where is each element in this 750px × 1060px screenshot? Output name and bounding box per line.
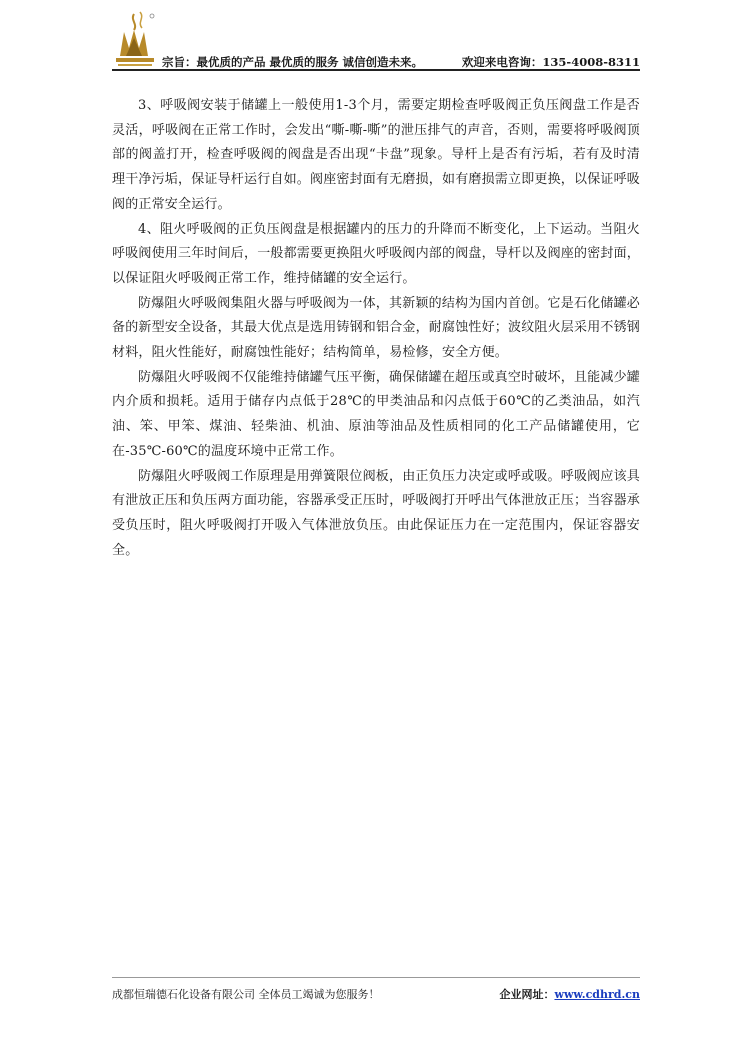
paragraph-working-principle: 防爆阻火呼吸阀工作原理是用弹簧限位阀板，由正负压力决定或呼或吸。呼吸阀应该具有泄放正压和负压两方面功能，容器承受正压时，呼吸阀打开呼出气体泄放正压；当容器承受负压时，阻火呼吸阀打开吸入气体泄放负压。由此保证压力在一定范围内，保证容器安全。 xyxy=(112,468,641,558)
paragraph-application: 防爆阻火呼吸阀不仅能维持储罐气压平衡，确保储罐在超压或真空时破坏，且能减少罐内介质和损耗。适用于储存内点低于28℃的甲类油品和闪点低于60℃的乙类油品，如汽油、笨、甲笨、煤油、轻柴油、机油、原油等油品及性质相同的化工产品储罐使用，它在-35℃-60℃的温度环境中正常工作。 xyxy=(112,369,640,459)
company-tagline: 宗旨：最优质的产品 最优质的服务 诚信创造未来。 xyxy=(162,55,424,69)
document-body xyxy=(112,94,640,563)
website-link[interactable]: www.cdhrd.cn xyxy=(554,988,640,1001)
paragraph-product-intro: 防爆阻火呼吸阀集阻火器与呼吸阀为一体，其新颖的结构为国内首创。它是石化储罐必备的新型安全设备，其最大优点是选用铸钢和铝合金，耐腐蚀性好；波纹阻火层采用不锈钢材料，阻火性能好，耐腐蚀性能好；结构简单，易检修，安全方便。 xyxy=(112,295,641,361)
footer-website xyxy=(499,986,640,1002)
header-divider xyxy=(112,69,640,71)
company-logo-icon xyxy=(112,10,158,68)
website-label: 企业网址： xyxy=(499,988,555,1001)
paragraph-disc-replacement: 4、阻火呼吸阀的正负压阀盘是根据罐内的压力的升降而不断变化，上下运动。当阻火呼吸阀使用三年时间后，一般都需要更换阻火呼吸阀内部的阀盘，导杆以及阀座的密封面，以保证阻火呼吸阀正常工作，维持储罐的安全运行。 xyxy=(112,221,641,286)
footer-divider xyxy=(112,977,640,978)
contact-hotline: 欢迎来电咨询：135-4008-8311 xyxy=(461,55,640,69)
footer-company: 成都恒瑞德石化设备有限公司 全体员工竭诚为您服务！ xyxy=(112,988,380,1001)
page-header xyxy=(112,10,640,74)
paragraph-maintenance-check: 3、呼吸阀安装于储罐上一般使用1-3个月，需要定期检查呼吸阀正负压阀盘工作是否灵活，呼吸阀在正常工作时，会发出“嘶-嘶-嘶”的泄压排气的声音，否则，需要将呼吸阀顶部的阀盖打开，检查呼吸阀的阀盘是否出现“卡盘”现象。导杆上是否有污垢，若有及时清理干净污垢，保证导杆运行自如。阀座密封面有无磨损，如有磨损需立即更换，以保证呼吸阀的正常安全运行。 xyxy=(112,98,641,212)
